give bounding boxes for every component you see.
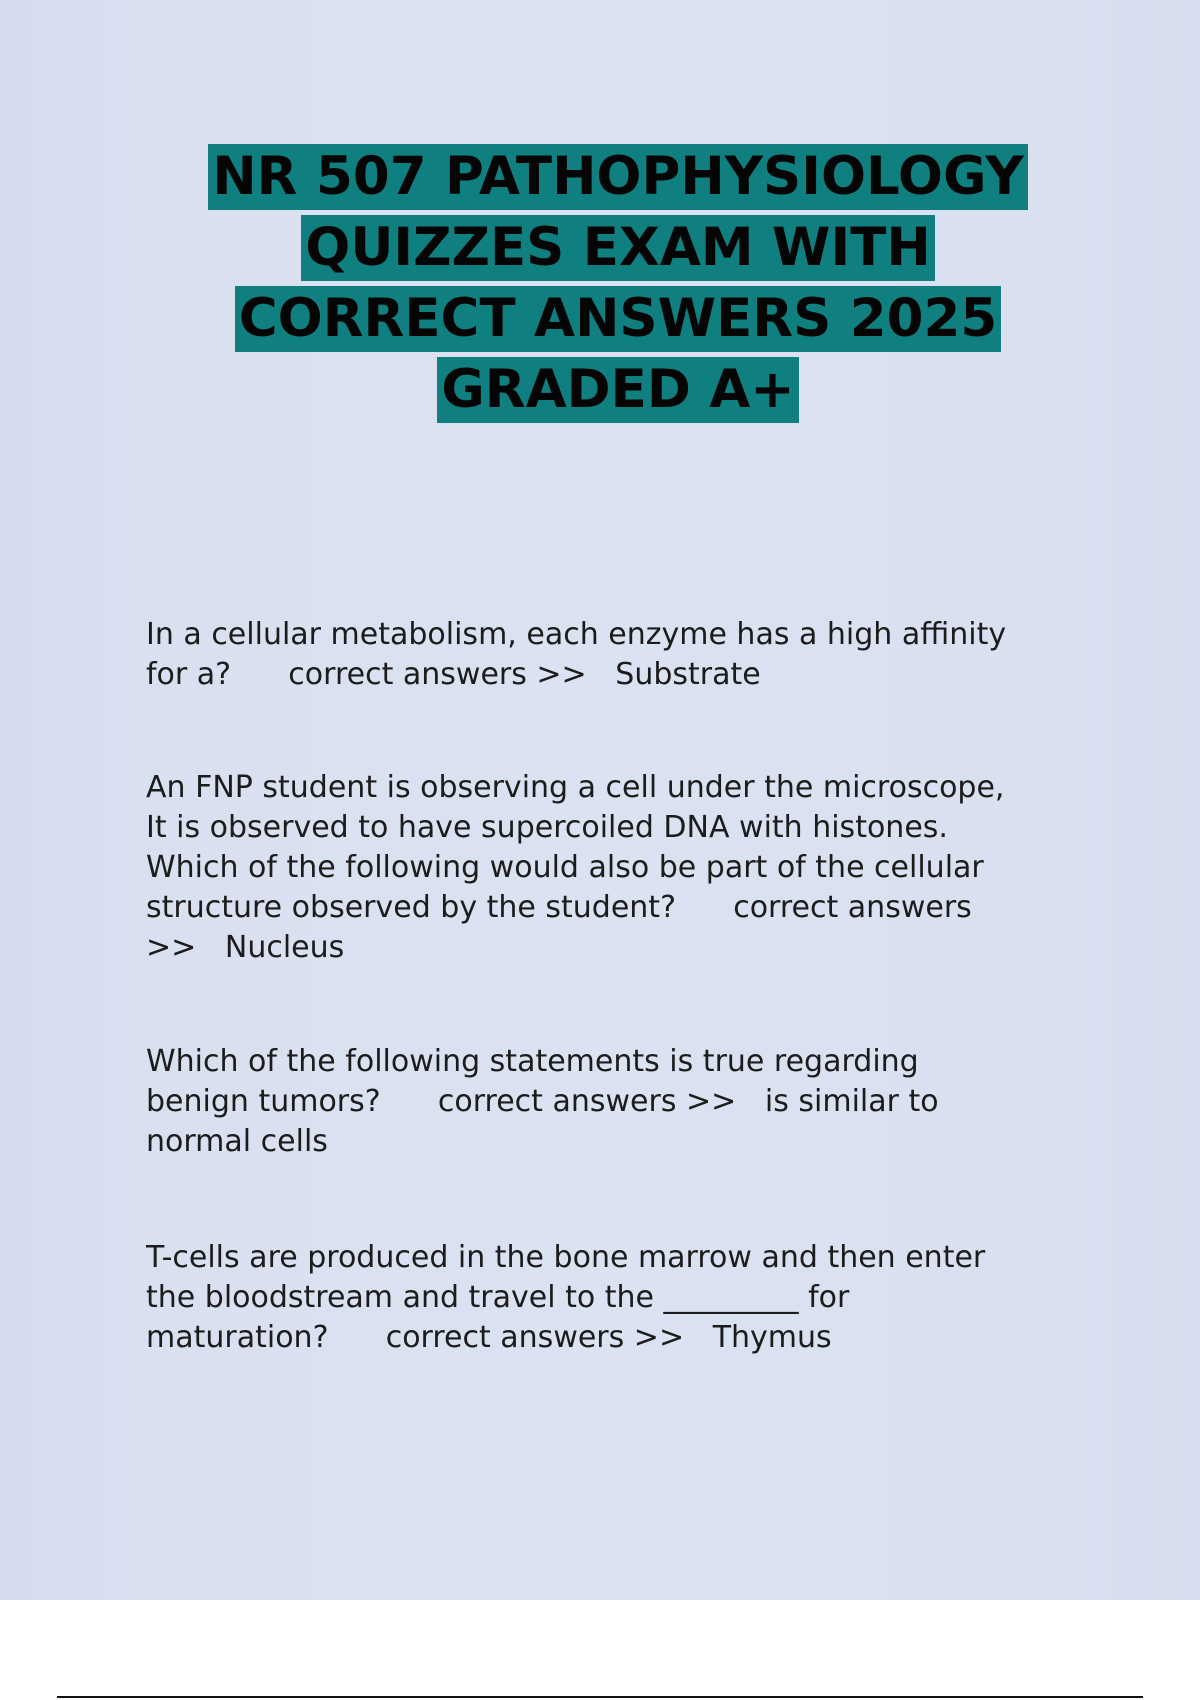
title-line-1: NR 507 PATHOPHYSIOLOGY	[208, 144, 1027, 210]
title-line-2: QUIZZES EXAM WITH	[301, 215, 934, 281]
footer-divider	[57, 1696, 1143, 1698]
question-answer-2: An FNP student is observing a cell under the microscope, It is observed to have supercoiled DNA with histones. Which of the following would also be part of the cellular structure observed by the student? correct answers >> Nucleus	[146, 770, 1005, 965]
question-answer-3: Which of the following statements is true regarding benign tumors? correct answers >> is similar to normal cells	[146, 1044, 939, 1159]
question-answer-4: T-cells are produced in the bone marrow and then enter the bloodstream and travel to the _________ for maturation? correct answers >> Thymus	[146, 1240, 986, 1355]
title-line-4: GRADED A+	[437, 357, 798, 423]
question-answer-1: In a cellular metabolism, each enzyme has a high affinity for a? correct answers >> Substrate	[146, 617, 1007, 692]
title-line-3: CORRECT ANSWERS 2025	[235, 286, 1001, 352]
document-title	[0, 144, 1200, 428]
